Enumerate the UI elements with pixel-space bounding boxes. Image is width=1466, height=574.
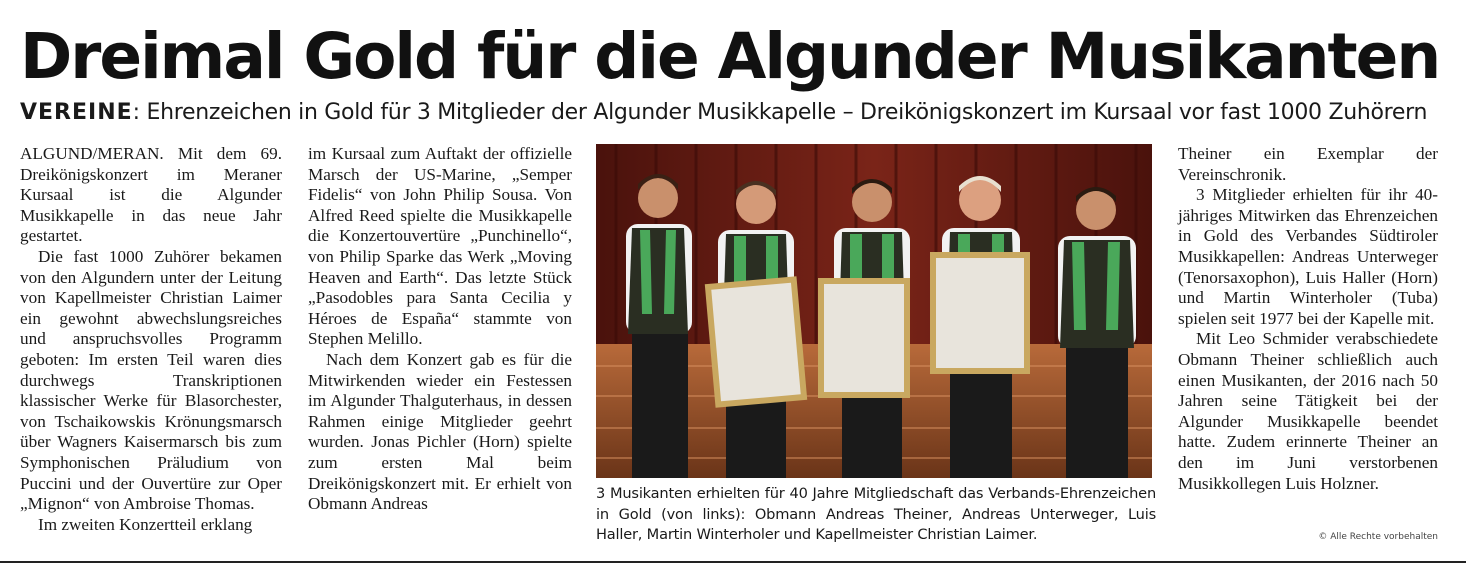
article-column-4 bbox=[1178, 144, 1438, 494]
bottom-divider bbox=[0, 561, 1466, 563]
paragraph: Im zweiten Konzertteil erklang bbox=[38, 514, 253, 534]
paragraph: Mit Leo Schmider verabschiedete Obmann Theiner schließlich auch einen Musikanten, der 2016 nach 50 Jahren seine Tätigkeit bei der Algunder Musikkapelle beendet hatte. Zudem erinnerte Theiner an den im Juni verstorbenen Musikkollegen Luis Holzner. bbox=[1178, 329, 1438, 493]
headline: Dreimal Gold für die Algunder Musikanten bbox=[20, 20, 1440, 93]
photo-caption: 3 Musikanten erhielten für 40 Jahre Mitgliedschaft das Verbands-Ehrenzeichen in Gold (von links): Obmann Andreas Theiner, Andreas Unterweger, Luis Haller, Martin Winterholer und Kapellmeister Christian Laimer. bbox=[596, 485, 1156, 544]
subheadline bbox=[20, 98, 1460, 128]
paragraph: Theiner ein Exemplar der Vereinschronik. bbox=[1178, 144, 1438, 184]
article-column-1 bbox=[20, 144, 282, 535]
paragraph: Die fast 1000 Zuhörer bekamen von den Algundern unter der Leitung von Kapellmeister Christian Laimer ein gewohnt abwechslungsreiches und anspruchsvolles Programm geboten: Im ersten Teil waren dies durchwegs Transkriptionen klassischer Werke für Blasorchester, von Tschaikowskis Krönungsmarsch über Wagners Kaisermarsch bis zum Symphonischen Präludium von Puccini und der Ouvertüre zur Oper „Mignon“ von Ambroise Thomas. bbox=[20, 246, 282, 514]
paragraph: 3 Mitglieder erhielten für ihr 40-jähriges Mitwirken das Ehrenzeichen in Gold des Verbandes Südtiroler Musikkapellen: Andreas Unterweger (Tenorsaxophon), Luis Haller (Horn) und Martin Winterholer (Tuba) spielen seit 1977 bei der Kapelle mit. bbox=[1178, 185, 1438, 328]
group-photo bbox=[596, 144, 1152, 478]
kicker: VEREINE bbox=[20, 100, 133, 125]
copyright-notice: © Alle Rechte vorbehalten bbox=[1318, 532, 1438, 542]
subheadline-text: Ehrenzeichen in Gold für 3 Mitglieder der Algunder Musikkapelle – Dreikönigskonzert im Kursaal vor fast 1000 Zuhörern bbox=[146, 100, 1428, 125]
kicker-separator: : bbox=[132, 100, 147, 125]
article-column-2 bbox=[308, 144, 572, 515]
paragraph: Nach dem Konzert gab es für die Mitwirkenden wieder ein Festessen im Algunder Thalguterhaus, in dessen Rahmen einige Mitglieder geehrt wurden. Jonas Pichler (Horn) spielte zum ersten Mal beim Dreikönigskonzert mit. Er erhielt von Obmann Andreas bbox=[308, 349, 572, 514]
paragraph: im Kursaal zum Auftakt der offizielle Marsch der US-Marine, „Semper Fidelis“ von John Philip Sousa. Von Alfred Reed spielte die Musikkapelle die Konzertouvertüre „Punchinello“, von Philip Sparke das Werk „Moving Heaven and Earth“. Das letzte Stück „Pasodobles para Santa Cecilia y Héroes de España“ stammte von Stephen Melillo. bbox=[308, 144, 572, 349]
paragraph: ALGUND/MERAN. Mit dem 69. Dreikönigskonzert im Meraner Kursaal ist die Algunder Musikkapelle in das neue Jahr gestartet. bbox=[20, 144, 282, 246]
